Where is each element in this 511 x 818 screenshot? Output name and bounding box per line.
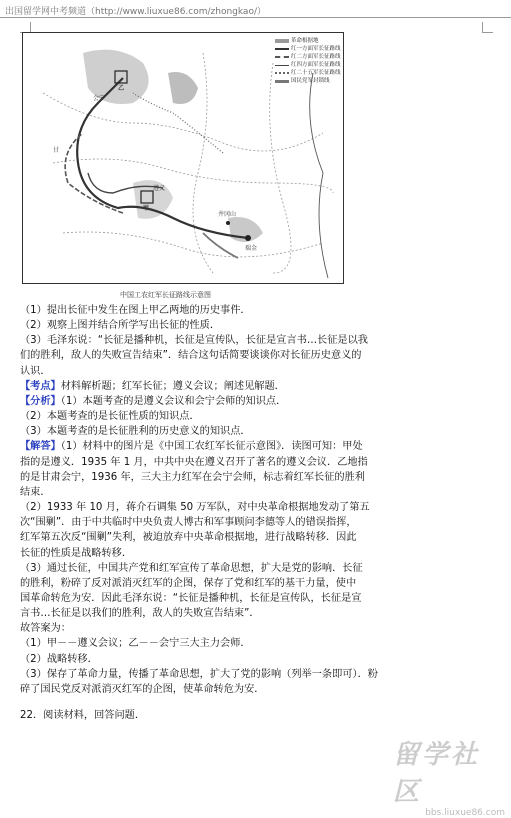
- legend-label: 革命根据地: [291, 38, 319, 44]
- text-line: [20, 303, 496, 318]
- section-tag: 【考点】: [20, 380, 61, 392]
- line-text: （2）观察上图并结合所学写出长征的性质．: [20, 320, 221, 332]
- text-line: [20, 470, 496, 485]
- coastline: [310, 73, 328, 278]
- text-line: [20, 439, 496, 454]
- line-text: 22．阅读材料，回答问题．: [20, 710, 146, 722]
- line-text: 指的是遵义．1935 年 1 月，中共中央在遵义召开了著名的遵义会议．乙地指: [20, 456, 368, 468]
- line-text: （2）1933 年 10 月，蒋介石调集 50 万军队，对中央革命根据地发动了第五: [20, 502, 370, 514]
- map-label-jia: 甲: [143, 205, 150, 212]
- legend-swatch: [275, 80, 289, 83]
- text-line: [20, 576, 496, 591]
- legend-swatch: [275, 39, 289, 43]
- text-line: [20, 379, 496, 394]
- text-line: [20, 500, 496, 515]
- line-text: 言书…长征是以我们的胜利，敌人的失败宣告结束”．: [20, 608, 260, 620]
- line-text: 们的胜利，敌人的失败宣告结束”．结合这句话简要谈谈你对长征历史意义的: [20, 350, 362, 362]
- line-text: （1）提出长征中发生在图上甲乙两地的历史事件．: [20, 305, 251, 316]
- map-caption: 中国工农红军长征路线示意图: [120, 291, 211, 299]
- line-gap: [20, 697, 496, 708]
- line-text: （2）本题考查的是长征性质的知识点．: [20, 411, 200, 423]
- legend-label: 国民党军封锁线: [291, 78, 330, 84]
- text-line: [20, 652, 496, 667]
- text-line: [20, 667, 496, 682]
- province-border: [53, 159, 333, 193]
- text-line: [20, 409, 496, 424]
- text-line: [20, 333, 496, 348]
- watermark-logo: [393, 734, 505, 818]
- header-divider: [0, 17, 511, 18]
- text-line: [20, 424, 496, 439]
- page-corner-mark-right: [482, 22, 493, 33]
- map-label-ruijin: 瑞金: [245, 245, 258, 252]
- line-text: （3）毛泽东说：“长征是播种机，长征是宣传队，长征是宣言书…长征是以我: [20, 335, 368, 347]
- watermark-url: bbs.liuxue86.com: [425, 808, 505, 818]
- text-line: [20, 394, 496, 409]
- text-line: [20, 682, 496, 697]
- text-line: [20, 621, 496, 636]
- legend-swatch: [275, 65, 289, 66]
- base-area-shaded: [168, 72, 198, 104]
- text-line: [20, 561, 496, 576]
- marker-ruijin: [245, 235, 251, 241]
- legend-label: 红二方面军长征路线: [291, 54, 341, 60]
- page-header: 出国留学网中考频道（http://www.liuxue86.com/zhongkao/）: [5, 7, 266, 17]
- map-label-huining: 会宁: [93, 95, 106, 102]
- line-text: 结束．: [20, 486, 51, 498]
- line-text: 红军第五次反“围剿”失利，被迫放弃中央革命根据地，进行战略转移．因此: [20, 532, 357, 544]
- line-text: 碎了国民党反对派消灭红军的企图，使革命转危为安．: [20, 683, 265, 695]
- legend-swatch: [275, 56, 289, 58]
- line-text: （1）甲－－遵义会议；乙－－会宁三大主力会师．: [20, 638, 251, 650]
- line-text: 认识．: [20, 365, 51, 377]
- text-line: [20, 515, 496, 530]
- legend-swatch: [275, 72, 289, 74]
- section-tag: 【分析】: [20, 395, 61, 407]
- text-line: [20, 455, 496, 470]
- line-text: （1）本题考查的是遵义会议和会宁会师的知识点．: [60, 395, 287, 407]
- map-legend: [275, 37, 341, 85]
- line-text: 的是甘肃会宁，1936 年，三大主力红军在会宁会师，标志着红军长征的胜利: [20, 471, 365, 483]
- map-label-jinggangshan: 井冈山: [218, 211, 237, 218]
- line-text: 次“围剿”．由于中共临时中央负责人博古和军事顾问李德等人的错误指挥，: [20, 517, 357, 529]
- line-text: 故答案为：: [20, 623, 71, 635]
- map-label-gan: 甘: [53, 147, 60, 154]
- legend-label: 红二十五军长征路线: [291, 70, 341, 76]
- route-second-army: [65, 133, 123, 213]
- line-text: （2）战略转移．: [20, 653, 98, 665]
- section-tag: 【解答】: [20, 441, 61, 453]
- text-line: [20, 708, 496, 723]
- line-text: 国革命转危为安．因此毛泽东说：“长征是播种机，长征是宣传队，长征是宣: [20, 592, 362, 604]
- line-text: （3）通过长征，中国共产党和红军宣传了革命思想，扩大是党的影响．长征: [20, 562, 363, 574]
- legend-swatch: [275, 48, 289, 50]
- text-line: [20, 546, 496, 561]
- text-line: [20, 606, 496, 621]
- text-line: [20, 636, 496, 651]
- line-text: （3）保存了革命力量，传播了革命思想，扩大了党的影响（列举一条即可）．粉: [20, 668, 378, 680]
- line-text: 长征的性质是战略转移．: [20, 547, 133, 559]
- line-text: 的胜利，粉碎了反对派消灭红军的企图，保存了党和红军的基干力量，使中: [20, 577, 357, 589]
- marker-jinggangshan: [226, 221, 230, 225]
- long-march-map: [22, 32, 344, 284]
- province-border: [270, 63, 291, 273]
- text-line: [20, 485, 496, 500]
- text-line: [20, 348, 496, 363]
- text-line: [20, 530, 496, 545]
- text-line: [20, 364, 496, 379]
- text-line: [20, 591, 496, 606]
- map-label-zunyi: 遵义: [153, 185, 166, 192]
- legend-label: 红四方面军长征路线: [291, 62, 341, 68]
- text-line: [20, 318, 496, 333]
- line-text: （3）本题考查的是长征胜利的历史意义的知识点．: [20, 426, 251, 438]
- line-text: 材料解析题；红军长征；遵义会议；阐述见解题．: [60, 380, 285, 392]
- line-text: （1）材料中的图片是《中国工农红军长征示意图》．读图可知：甲处: [60, 441, 363, 453]
- province-border: [63, 232, 323, 257]
- watermark-title: 留学社区: [393, 740, 481, 807]
- answer-text-block: [20, 303, 496, 723]
- legend-label: 红一方面军长征路线: [291, 46, 341, 52]
- map-label-yi: 乙: [118, 85, 125, 92]
